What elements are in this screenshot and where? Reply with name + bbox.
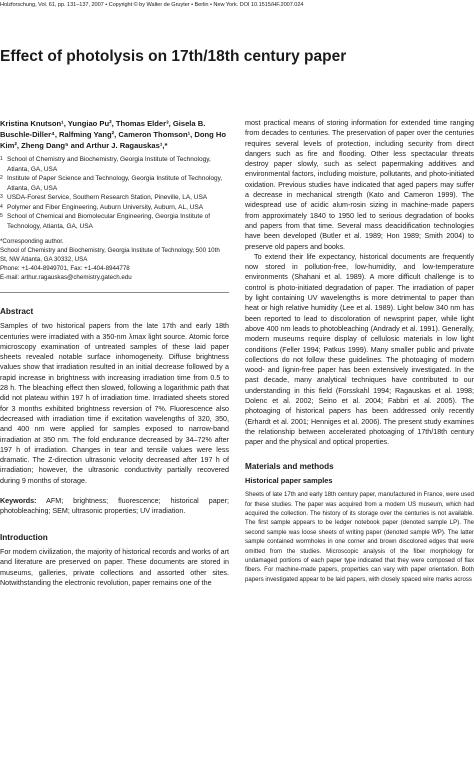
affiliation-text: Polymer and Fiber Engineering, Auburn University, Auburn, AL, USA xyxy=(7,203,204,211)
body-paragraph: most practical means of storing information for extended time ranging from decades to centuries. The preservation of paper over the centuries requires several levels of protection, including security from direct dangers such as fire and flooding. Other less spectacular threats destroy paper slowly, such as select papermaking additives and environmental factors, including moisture, pollutants, and photo-initiated oxidation. Previous studies have indicated that aged papers may suffer a decrease in mechanical strength (Kato and Cameron 1999). The widespread use of acidic alum-rosin sizing in machine-made papers from approximately 1840 to 1950 led to serious degradation of books and papers from that time. Several mass deacidification technologies have been developed (Butler et al. 1989; Hon 1989; Smith 2004) to preserve old papers and books. xyxy=(245,119,474,251)
affiliation-item xyxy=(0,203,229,213)
affiliation-item xyxy=(0,193,229,203)
corresponding-author-block xyxy=(0,237,229,282)
affiliation-text: School of Chemistry and Biochemistry, Georgia Institute of Technology, Atlanta, GA, USA xyxy=(7,156,211,173)
author-list: Kristina Knutson¹, Yungiao Pu², Thomas Elder³, Gisela B. Buschle-Diller⁴, Ralfming Yang², Cameron Thomson¹, Dong Ho Kim², Zheng Dang⁵ and Arthur J. Ragauskas¹,* xyxy=(0,119,226,150)
left-column xyxy=(0,118,229,588)
affiliation-item xyxy=(0,174,229,193)
affiliation-number: 5 xyxy=(0,213,3,219)
keywords-label: Keywords: xyxy=(0,497,37,506)
affiliation-text: Institute of Paper Science and Technology, Georgia Institute of Technology, Atlanta, GA, USA xyxy=(7,175,223,192)
keywords-text: AFM; brightness; fluorescence; historical paper; photobleaching; SEM; ultrasonic properties; UV irradiation. xyxy=(0,497,229,516)
article-title: Effect of photolysis on 17th/18th century paper xyxy=(0,48,347,65)
paper-samples-subheading: Historical paper samples xyxy=(245,475,333,485)
materials-methods-heading: Materials and methods xyxy=(245,461,334,471)
body-paragraph: Sheets of late 17th and early 18th century paper, manufactured in France, were used for these studies. The paper was acquired from a modern US museum, which had acquired the collection. The history of its storage over the centuries is not available. The first sample appears to be ledger notebook paper (denoted sample LP). The second sample was loose sheets of writing paper (denoted sample WP). The latter sample contained wormholes in one corner and brown discolored edges that were omitted from the studies. Microscopic analysis of the fiber morphology for undamaged portions of each paper type indicated that they were composed of flax fibers. For machine-made papers, properties can vary with paper orientation. Both papers investigated appear to be laid papers, with closely spaced wire marks across xyxy=(245,491,474,583)
affiliation-number: 2 xyxy=(0,175,3,181)
corresponding-email[interactable]: E-mail: arthur.ragauskas@chemistry.gatech.edu xyxy=(0,274,132,281)
affiliation-number: 3 xyxy=(0,194,3,200)
abstract-heading: Abstract xyxy=(0,307,34,316)
section-divider xyxy=(0,292,229,293)
affiliation-number: 1 xyxy=(0,156,3,162)
affiliation-text: School of Chemical and Biomolecular Engineering, Georgia Institute of Technology, Atlanta, GA, USA xyxy=(7,213,211,230)
journal-header: Holzforschung, Vol. 61, pp. 131–137, 2007 • Copyright © by Walter de Gruyter • Berlin • New York. DOI 10.1515/HF.2007.024 xyxy=(0,2,304,8)
affiliation-item xyxy=(0,155,229,174)
affiliation-item xyxy=(0,212,229,231)
corresponding-phone: Phone: +1-404-8949701, Fax: +1-404-8944778 xyxy=(0,265,130,272)
keywords-paragraph xyxy=(0,496,229,517)
right-column xyxy=(245,118,474,584)
affiliation-text: USDA-Forest Service, Southern Research Station, Pineville, LA, USA xyxy=(7,194,208,201)
corresponding-label: *Corresponding author. xyxy=(0,238,64,245)
introduction-paragraph: For modern civilization, the majority of historical records and works of art and literature are preserved on paper. These documents are stored in museums, galleries, private collections and assorted other sites. Notwithstanding the electronic revolution, paper remains one of the xyxy=(0,547,229,587)
corresponding-address: School of Chemistry and Biochemistry, Georgia Institute of Technology, 500 10th St, NW Atlanta, GA 30332, USA xyxy=(0,247,220,263)
affiliation-number: 4 xyxy=(0,203,3,210)
affiliation-list xyxy=(0,155,229,231)
introduction-heading: Introduction xyxy=(0,532,48,542)
body-paragraph: To extend their life expectancy, historical documents are frequently now stored in pollution-free, low-humidity, and low-temperature environments (Shahani et al. 1989). A more difficult challenge is to control is photo-initiated degradation of paper. The irradiation of paper by light containing UV wavelengths is more detrimental to paper than heat or high relative humidity (Lee et al. 1989). Light below 340 nm has been reported to lead to discoloration of newsprint paper, while light above 400 nm leads to photobleaching (Andrady et al. 1991). Generally, modern museums require display of cellulosic materials in low light conditions (Feller 1994; Patkus 1999). Many smaller public and private collections do not follow these guidelines. The photoaging of modern wood- and lignin-free paper has been extensively investigated. In the past decade, many analytical techniques have contributed to our understanding in this field (Forsskahl 1994; Ragauskas et al. 1998; Dolenc et al. 2002; Seino et al. 2004; Fabbri et al. 2005). The photoaging of historical papers has been addressed only recently (Erhardt et al. 2001; Henniges et al. 2006). The present study examines the relationship between accelerated photoaging of 17th/18th century paper and the physical and optical properties. xyxy=(245,252,474,447)
abstract-text: Samples of two historical papers from the late 17th and early 18th centuries were irradiated with a 350-nm λmax light source. Atomic force microscopy examination of untreated samples of these laid paper sheets revealed notable surface inhomogeneity. Diffuse brightness values show that irradiation resulted in an initial decrease followed by a rapid increase in brightness with increasing irradiation time from 0.5 to 28 h. The bleaching effect then slowed, following a logarithmic path that did not plateau within 197 h of irradiation time. Irradiated sheets stored for 3 months exhibited brightness reversion of 7%. Fluorescence also decreased with irradiation time if excitation wavelengths of 320, 350, and 400 nm were applied for samples exposed to narrow-band irradiation at 350 nm. The fold endurance decreased by 34–72% after 197 h of irradiation. Changes in tear and tensile values were less dramatic. The Z-direction ultrasonic velocity decreased after 197 h of irradiation; however, the ultrasonic conductivity partially recovered during 9 months of storage. xyxy=(0,322,229,485)
